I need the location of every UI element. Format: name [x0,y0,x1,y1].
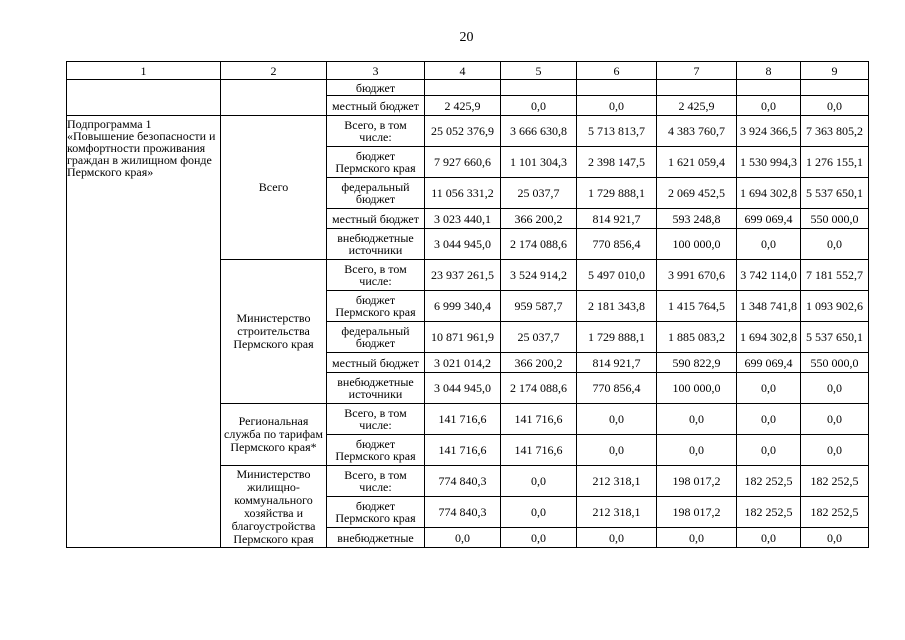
value-cell: 2 181 343,8 [577,291,657,322]
value-cell: 0,0 [577,528,657,548]
program-cell-continued [67,80,221,116]
source-cell: бюджет Пермского края [327,291,425,322]
value-cell: 25 037,7 [501,178,577,209]
value-cell: 550 000,0 [801,209,869,229]
value-cell: 182 252,5 [801,466,869,497]
value-cell: 0,0 [737,435,801,466]
value-cell: 212 318,1 [577,497,657,528]
value-cell: 5 713 813,7 [577,116,657,147]
source-cell: федеральный бюджет [327,322,425,353]
value-cell: 2 425,9 [425,96,501,116]
org-name: Всего [221,116,327,260]
source-cell: Всего, в том числе: [327,466,425,497]
value-cell: 699 069,4 [737,353,801,373]
value-cell: 0,0 [801,435,869,466]
header-cell: 4 [425,62,501,80]
value-cell [425,80,501,96]
source-cell: внебюджетные источники [327,229,425,260]
value-cell: 141 716,6 [501,435,577,466]
source-cell: внебюджетные [327,528,425,548]
header-cell: 7 [657,62,737,80]
value-cell: 141 716,6 [425,435,501,466]
header-cell: 6 [577,62,657,80]
value-cell: 0,0 [737,96,801,116]
header-cell: 3 [327,62,425,80]
header-cell: 2 [221,62,327,80]
value-cell: 7 181 552,7 [801,260,869,291]
header-cell: 8 [737,62,801,80]
value-cell: 5 537 650,1 [801,322,869,353]
value-cell: 2 425,9 [657,96,737,116]
value-cell: 366 200,2 [501,353,577,373]
org-name: Региональная служба по тарифам Пермского края* [221,404,327,466]
value-cell: 3 023 440,1 [425,209,501,229]
value-cell: 770 856,4 [577,229,657,260]
value-cell: 774 840,3 [425,497,501,528]
value-cell: 25 052 376,9 [425,116,501,147]
value-cell: 959 587,7 [501,291,577,322]
value-cell: 182 252,5 [801,497,869,528]
value-cell: 1 348 741,8 [737,291,801,322]
value-cell: 198 017,2 [657,497,737,528]
value-cell [737,80,801,96]
value-cell: 198 017,2 [657,466,737,497]
value-cell: 1 101 304,3 [501,147,577,178]
value-cell: 0,0 [577,435,657,466]
header-cell: 9 [801,62,869,80]
source-cell: федеральный бюджет [327,178,425,209]
program-title: Подпрограмма 1 «Повышение безопасности и комфортности проживания граждан в жилищном фонде Пермского края» [67,116,221,548]
source-cell: местный бюджет [327,209,425,229]
value-cell: 1 885 083,2 [657,322,737,353]
value-cell: 0,0 [737,404,801,435]
value-cell: 3 742 114,0 [737,260,801,291]
value-cell: 550 000,0 [801,353,869,373]
value-cell: 7 927 660,6 [425,147,501,178]
value-cell: 0,0 [577,404,657,435]
value-cell [801,80,869,96]
table-row [67,116,869,147]
value-cell: 3 924 366,5 [737,116,801,147]
value-cell: 5 497 010,0 [577,260,657,291]
page-number: 20 [459,30,474,45]
value-cell [501,80,577,96]
value-cell: 141 716,6 [501,404,577,435]
value-cell: 593 248,8 [657,209,737,229]
source-cell: местный бюджет [327,353,425,373]
header-row [67,62,869,80]
org-cell-continued [221,80,327,116]
value-cell: 10 871 961,9 [425,322,501,353]
value-cell: 1 530 994,3 [737,147,801,178]
value-cell: 3 044 945,0 [425,373,501,404]
source-cell: внебюджетные источники [327,373,425,404]
value-cell: 1 694 302,8 [737,322,801,353]
source-cell: Всего, в том числе: [327,404,425,435]
table-row [67,80,869,96]
value-cell: 3 524 914,2 [501,260,577,291]
value-cell: 590 822,9 [657,353,737,373]
budget-table-wrapper [66,61,869,548]
value-cell: 0,0 [501,497,577,528]
value-cell: 0,0 [801,96,869,116]
source-cell: бюджет Пермского края [327,497,425,528]
value-cell: 0,0 [801,229,869,260]
value-cell: 3 991 670,6 [657,260,737,291]
value-cell: 0,0 [737,373,801,404]
value-cell: 0,0 [737,528,801,548]
header-cell: 1 [67,62,221,80]
value-cell: 4 383 760,7 [657,116,737,147]
value-cell: 2 069 452,5 [657,178,737,209]
value-cell: 2 174 088,6 [501,229,577,260]
header-cell: 5 [501,62,577,80]
source-cell: бюджет Пермского края [327,147,425,178]
value-cell: 141 716,6 [425,404,501,435]
value-cell: 0,0 [425,528,501,548]
source-cell: бюджет [327,80,425,96]
value-cell: 0,0 [501,96,577,116]
value-cell: 0,0 [801,528,869,548]
value-cell: 3 021 014,2 [425,353,501,373]
value-cell: 0,0 [657,435,737,466]
value-cell [577,80,657,96]
org-name: Министерство строительства Пермского края [221,260,327,404]
value-cell: 0,0 [801,404,869,435]
value-cell: 814 921,7 [577,209,657,229]
value-cell: 3 666 630,8 [501,116,577,147]
value-cell: 25 037,7 [501,322,577,353]
value-cell: 1 729 888,1 [577,178,657,209]
value-cell: 1 415 764,5 [657,291,737,322]
value-cell: 0,0 [501,528,577,548]
value-cell: 5 537 650,1 [801,178,869,209]
value-cell: 1 621 059,4 [657,147,737,178]
value-cell: 182 252,5 [737,466,801,497]
source-cell: местный бюджет [327,96,425,116]
value-cell: 212 318,1 [577,466,657,497]
value-cell: 100 000,0 [657,229,737,260]
value-cell [657,80,737,96]
value-cell: 7 363 805,2 [801,116,869,147]
source-cell: Всего, в том числе: [327,116,425,147]
value-cell: 1 093 902,6 [801,291,869,322]
value-cell: 182 252,5 [737,497,801,528]
value-cell: 0,0 [501,466,577,497]
value-cell: 1 276 155,1 [801,147,869,178]
value-cell: 0,0 [801,373,869,404]
value-cell: 814 921,7 [577,353,657,373]
value-cell: 699 069,4 [737,209,801,229]
value-cell: 366 200,2 [501,209,577,229]
value-cell: 0,0 [657,528,737,548]
org-name: Министерство жилищно-коммунального хозяйства и благоустройства Пермского края [221,466,327,548]
value-cell: 100 000,0 [657,373,737,404]
value-cell: 1 694 302,8 [737,178,801,209]
value-cell: 770 856,4 [577,373,657,404]
value-cell: 1 729 888,1 [577,322,657,353]
source-cell: Всего, в том числе: [327,260,425,291]
value-cell: 6 999 340,4 [425,291,501,322]
value-cell: 23 937 261,5 [425,260,501,291]
value-cell: 2 174 088,6 [501,373,577,404]
value-cell: 0,0 [577,96,657,116]
budget-table [66,61,869,548]
value-cell: 3 044 945,0 [425,229,501,260]
value-cell: 0,0 [737,229,801,260]
source-cell: бюджет Пермского края [327,435,425,466]
value-cell: 2 398 147,5 [577,147,657,178]
value-cell: 774 840,3 [425,466,501,497]
value-cell: 11 056 331,2 [425,178,501,209]
value-cell: 0,0 [657,404,737,435]
